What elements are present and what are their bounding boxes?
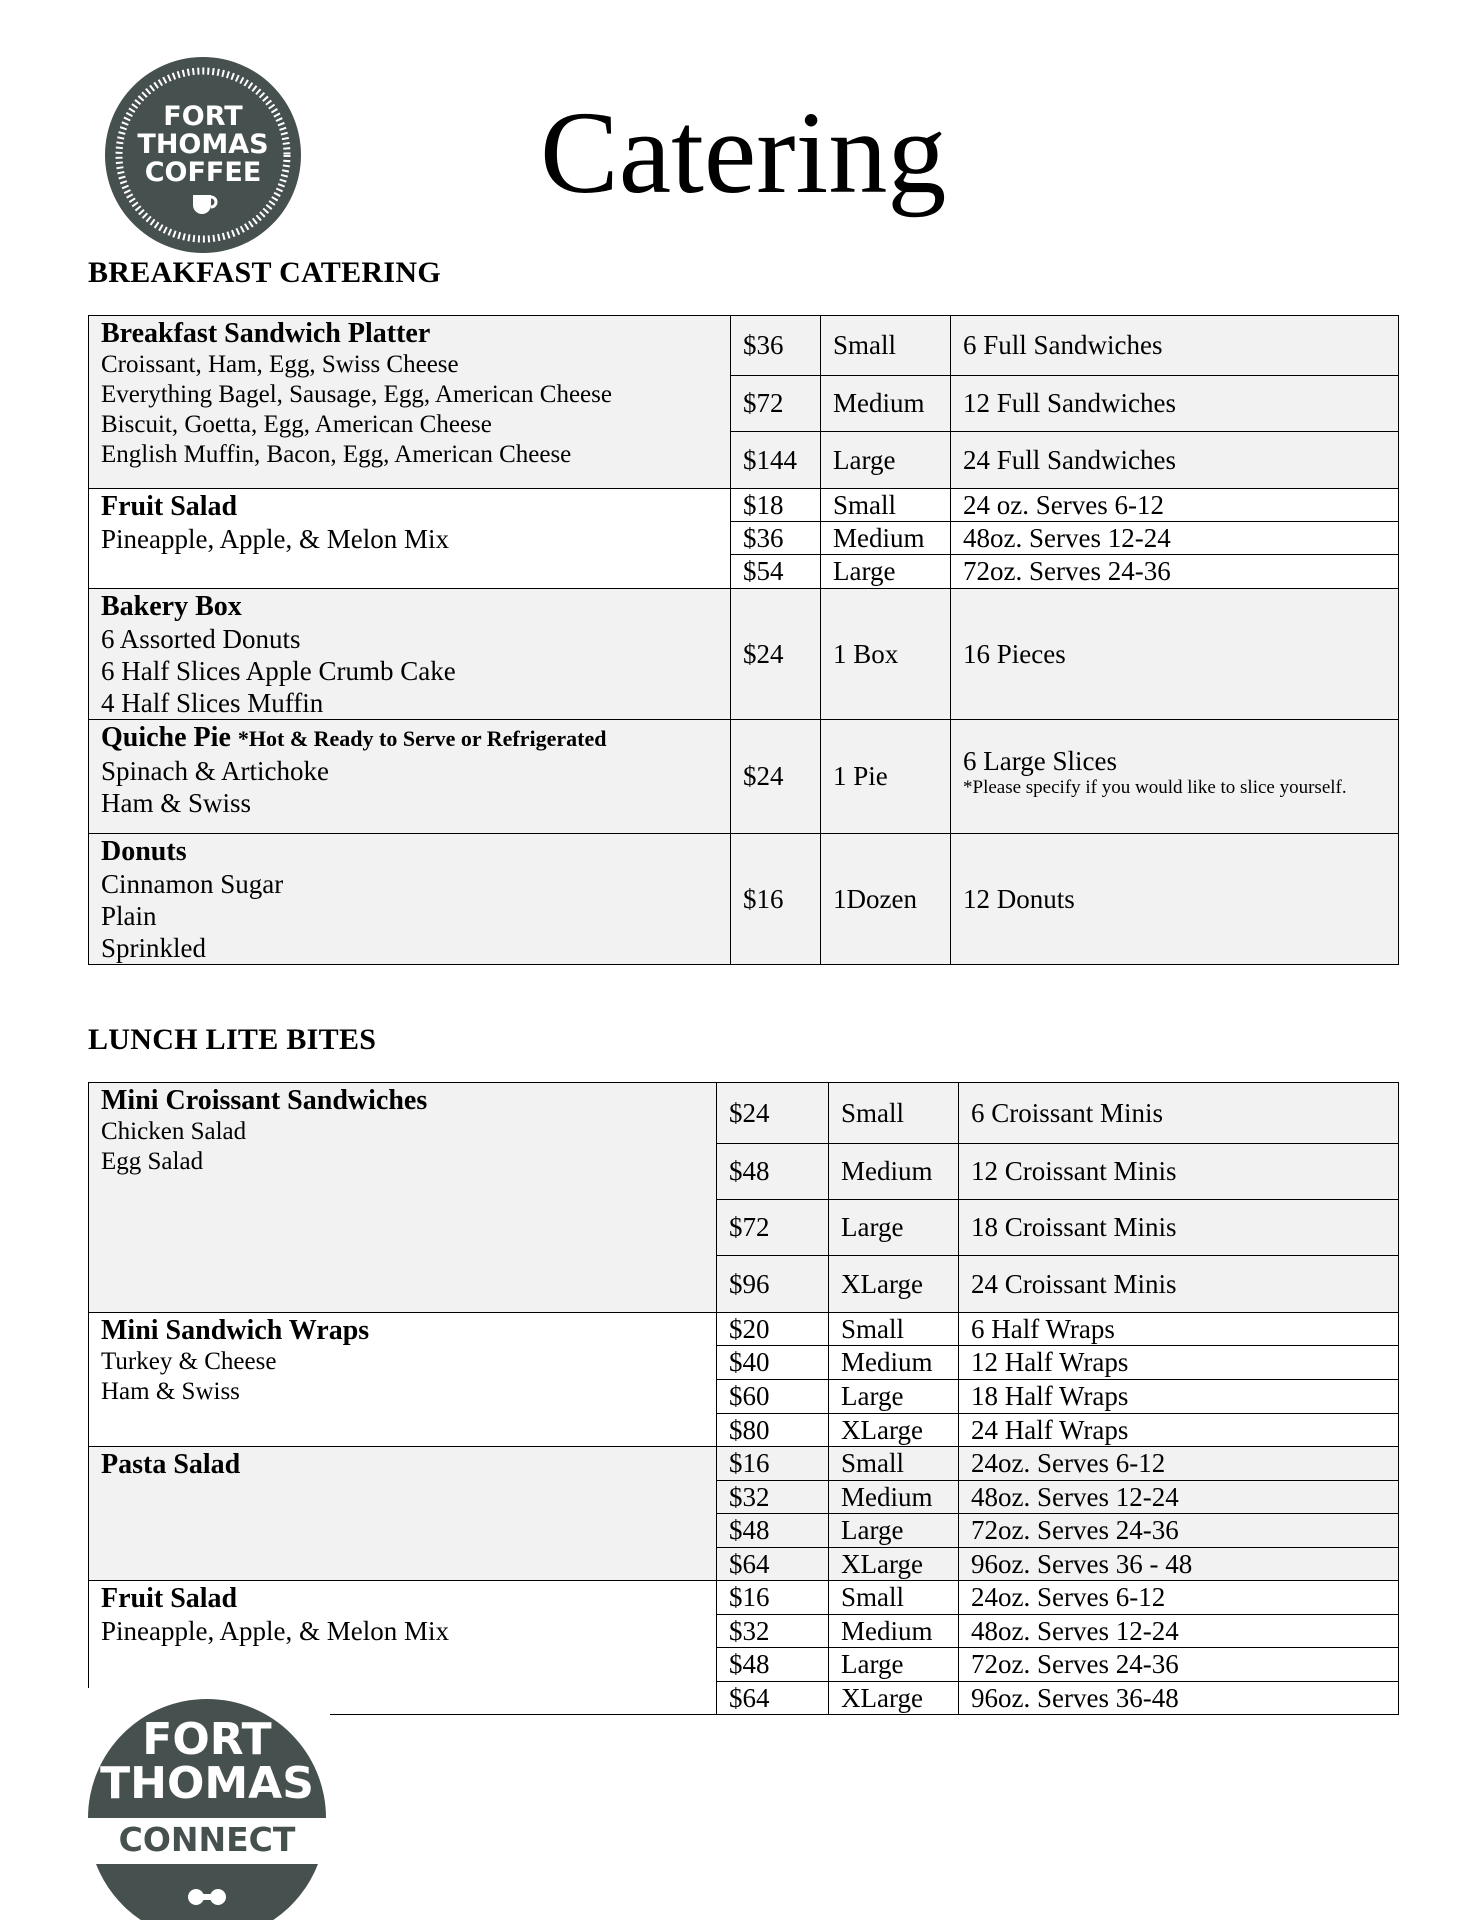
size: Small xyxy=(829,1313,959,1346)
price: $24 xyxy=(731,589,821,720)
item-note: *Hot & Ready to Serve or Refrigerated xyxy=(237,726,607,751)
svg-text:FORT: FORT xyxy=(163,101,243,132)
serves: 72oz. Serves 24-36 xyxy=(959,1514,1399,1548)
serves: 96oz. Serves 36-48 xyxy=(959,1682,1399,1715)
price: $40 xyxy=(717,1346,829,1380)
item-name: Mini Croissant Sandwiches xyxy=(101,1085,428,1116)
serves: 12 Half Wraps xyxy=(959,1346,1399,1380)
serves: 48oz. Serves 12-24 xyxy=(959,1615,1399,1648)
serves: 6 Croissant Minis xyxy=(959,1083,1399,1144)
price: $18 xyxy=(731,489,821,522)
fort-thomas-coffee-logo xyxy=(103,55,303,255)
table-row xyxy=(89,720,1399,834)
table-row xyxy=(89,1313,1399,1346)
price: $72 xyxy=(731,376,821,432)
price: $16 xyxy=(717,1581,829,1615)
size: Large xyxy=(821,555,951,589)
size: Large xyxy=(829,1514,959,1548)
price: $64 xyxy=(717,1682,829,1715)
serves: 72oz. Serves 24-36 xyxy=(951,555,1399,589)
serves: 48oz. Serves 12-24 xyxy=(959,1481,1399,1514)
serves-note: *Please specify if you would like to slice yourself. xyxy=(963,777,1347,798)
size: Small xyxy=(829,1083,959,1144)
lunch-table xyxy=(88,1082,1399,1715)
serves: 12 Croissant Minis xyxy=(959,1144,1399,1200)
size: Medium xyxy=(821,376,951,432)
size: XLarge xyxy=(829,1548,959,1581)
serves: 6 Full Sandwiches xyxy=(951,316,1399,376)
item-description: Mini Sandwich Wraps Turkey & Cheese Ham & Swiss xyxy=(89,1313,717,1447)
svg-text:THOMAS: THOMAS xyxy=(100,1758,314,1809)
item-name: Breakfast Sandwich Platter xyxy=(101,318,431,349)
size: XLarge xyxy=(829,1256,959,1313)
serves: 18 Croissant Minis xyxy=(959,1200,1399,1256)
price: $20 xyxy=(717,1313,829,1346)
item-description: Bakery Box 6 Assorted Donuts 6 Half Slices Apple Crumb Cake 4 Half Slices Muffin xyxy=(89,589,731,720)
fort-thomas-connect-logo xyxy=(84,1688,330,1920)
breakfast-table xyxy=(88,315,1399,965)
item-name: Quiche Pie xyxy=(101,722,231,753)
table-row xyxy=(89,1447,1399,1481)
price: $48 xyxy=(717,1648,829,1682)
table-row xyxy=(89,316,1399,376)
table-row xyxy=(89,489,1399,522)
price: $72 xyxy=(717,1200,829,1256)
size: Medium xyxy=(821,522,951,555)
price: $96 xyxy=(717,1256,829,1313)
item-description: Donuts Cinnamon Sugar Plain Sprinkled xyxy=(89,834,731,965)
item-name: Fruit Salad xyxy=(101,491,238,522)
serves: 12 Donuts xyxy=(951,834,1399,965)
price: $24 xyxy=(731,720,821,834)
item-description xyxy=(89,1447,717,1581)
size: Medium xyxy=(829,1144,959,1200)
table-row xyxy=(89,589,1399,720)
price: $80 xyxy=(717,1414,829,1447)
svg-text:CONNECT: CONNECT xyxy=(118,1820,296,1859)
svg-text:THOMAS: THOMAS xyxy=(137,129,269,160)
size: Medium xyxy=(829,1346,959,1380)
price: $144 xyxy=(731,432,821,489)
serves: 24 oz. Serves 6-12 xyxy=(951,489,1399,522)
table-row xyxy=(89,834,1399,965)
item-description: Mini Croissant Sandwiches Chicken Salad Egg Salad xyxy=(89,1083,717,1313)
size: Large xyxy=(829,1380,959,1414)
size: Small xyxy=(821,489,951,522)
price: $32 xyxy=(717,1481,829,1514)
item-name: Fruit Salad xyxy=(101,1583,238,1614)
size: Medium xyxy=(829,1481,959,1514)
serves: 96oz. Serves 36 - 48 xyxy=(959,1548,1399,1581)
price: $48 xyxy=(717,1514,829,1548)
size: 1 Pie xyxy=(821,720,951,834)
size: 1Dozen xyxy=(821,834,951,965)
serves: 48oz. Serves 12-24 xyxy=(951,522,1399,555)
price: $16 xyxy=(717,1447,829,1481)
serves: 18 Half Wraps xyxy=(959,1380,1399,1414)
size: Large xyxy=(829,1200,959,1256)
item-description: Quiche Pie *Hot & Ready to Serve or Refrigerated Spinach & Artichoke Ham & Swiss xyxy=(89,720,731,834)
serves: 24 Half Wraps xyxy=(959,1414,1399,1447)
page-title: Catering xyxy=(540,87,947,218)
svg-text:FORT: FORT xyxy=(142,1714,272,1765)
size: Large xyxy=(829,1648,959,1682)
price: $60 xyxy=(717,1380,829,1414)
price: $48 xyxy=(717,1144,829,1200)
serves: 72oz. Serves 24-36 xyxy=(959,1648,1399,1682)
price: $36 xyxy=(731,522,821,555)
serves: 6 Large Slices *Please specify if you would like to slice yourself. xyxy=(951,720,1399,834)
price: $24 xyxy=(717,1083,829,1144)
size: Small xyxy=(821,316,951,376)
item-description: Breakfast Sandwich Platter Croissant, Ham, Egg, Swiss Cheese Everything Bagel, Sausage, Egg, American Cheese Biscuit, Goetta, Egg, American Cheese English Muffin, Bacon, Egg, American Cheese xyxy=(89,316,731,489)
item-name: Pasta Salad xyxy=(101,1449,241,1480)
serves: 16 Pieces xyxy=(951,589,1399,720)
serves: 24 Croissant Minis xyxy=(959,1256,1399,1313)
price: $54 xyxy=(731,555,821,589)
serves: 24oz. Serves 6-12 xyxy=(959,1581,1399,1615)
breakfast-section-title: BREAKFAST CATERING xyxy=(88,256,441,289)
item-name: Donuts xyxy=(101,836,187,867)
size: XLarge xyxy=(829,1682,959,1715)
size: XLarge xyxy=(829,1414,959,1447)
item-description: Fruit Salad Pineapple, Apple, & Melon Mix xyxy=(89,489,731,589)
price: $64 xyxy=(717,1548,829,1581)
price: $16 xyxy=(731,834,821,965)
item-name: Mini Sandwich Wraps xyxy=(101,1315,370,1346)
size: Medium xyxy=(829,1615,959,1648)
table-row xyxy=(89,1083,1399,1144)
serves: 6 Half Wraps xyxy=(959,1313,1399,1346)
serves: 24oz. Serves 6-12 xyxy=(959,1447,1399,1481)
size: Small xyxy=(829,1581,959,1615)
price: $32 xyxy=(717,1615,829,1648)
table-row xyxy=(89,1581,1399,1615)
item-description: Fruit Salad Pineapple, Apple, & Melon Mix xyxy=(89,1581,717,1715)
serves: 24 Full Sandwiches xyxy=(951,432,1399,489)
size: Large xyxy=(821,432,951,489)
item-name: Bakery Box xyxy=(101,591,242,622)
price: $36 xyxy=(731,316,821,376)
size: Small xyxy=(829,1447,959,1481)
lunch-section-title: LUNCH LITE BITES xyxy=(88,1023,377,1056)
size: 1 Box xyxy=(821,589,951,720)
svg-text:COFFEE: COFFEE xyxy=(144,157,262,188)
serves: 12 Full Sandwiches xyxy=(951,376,1399,432)
